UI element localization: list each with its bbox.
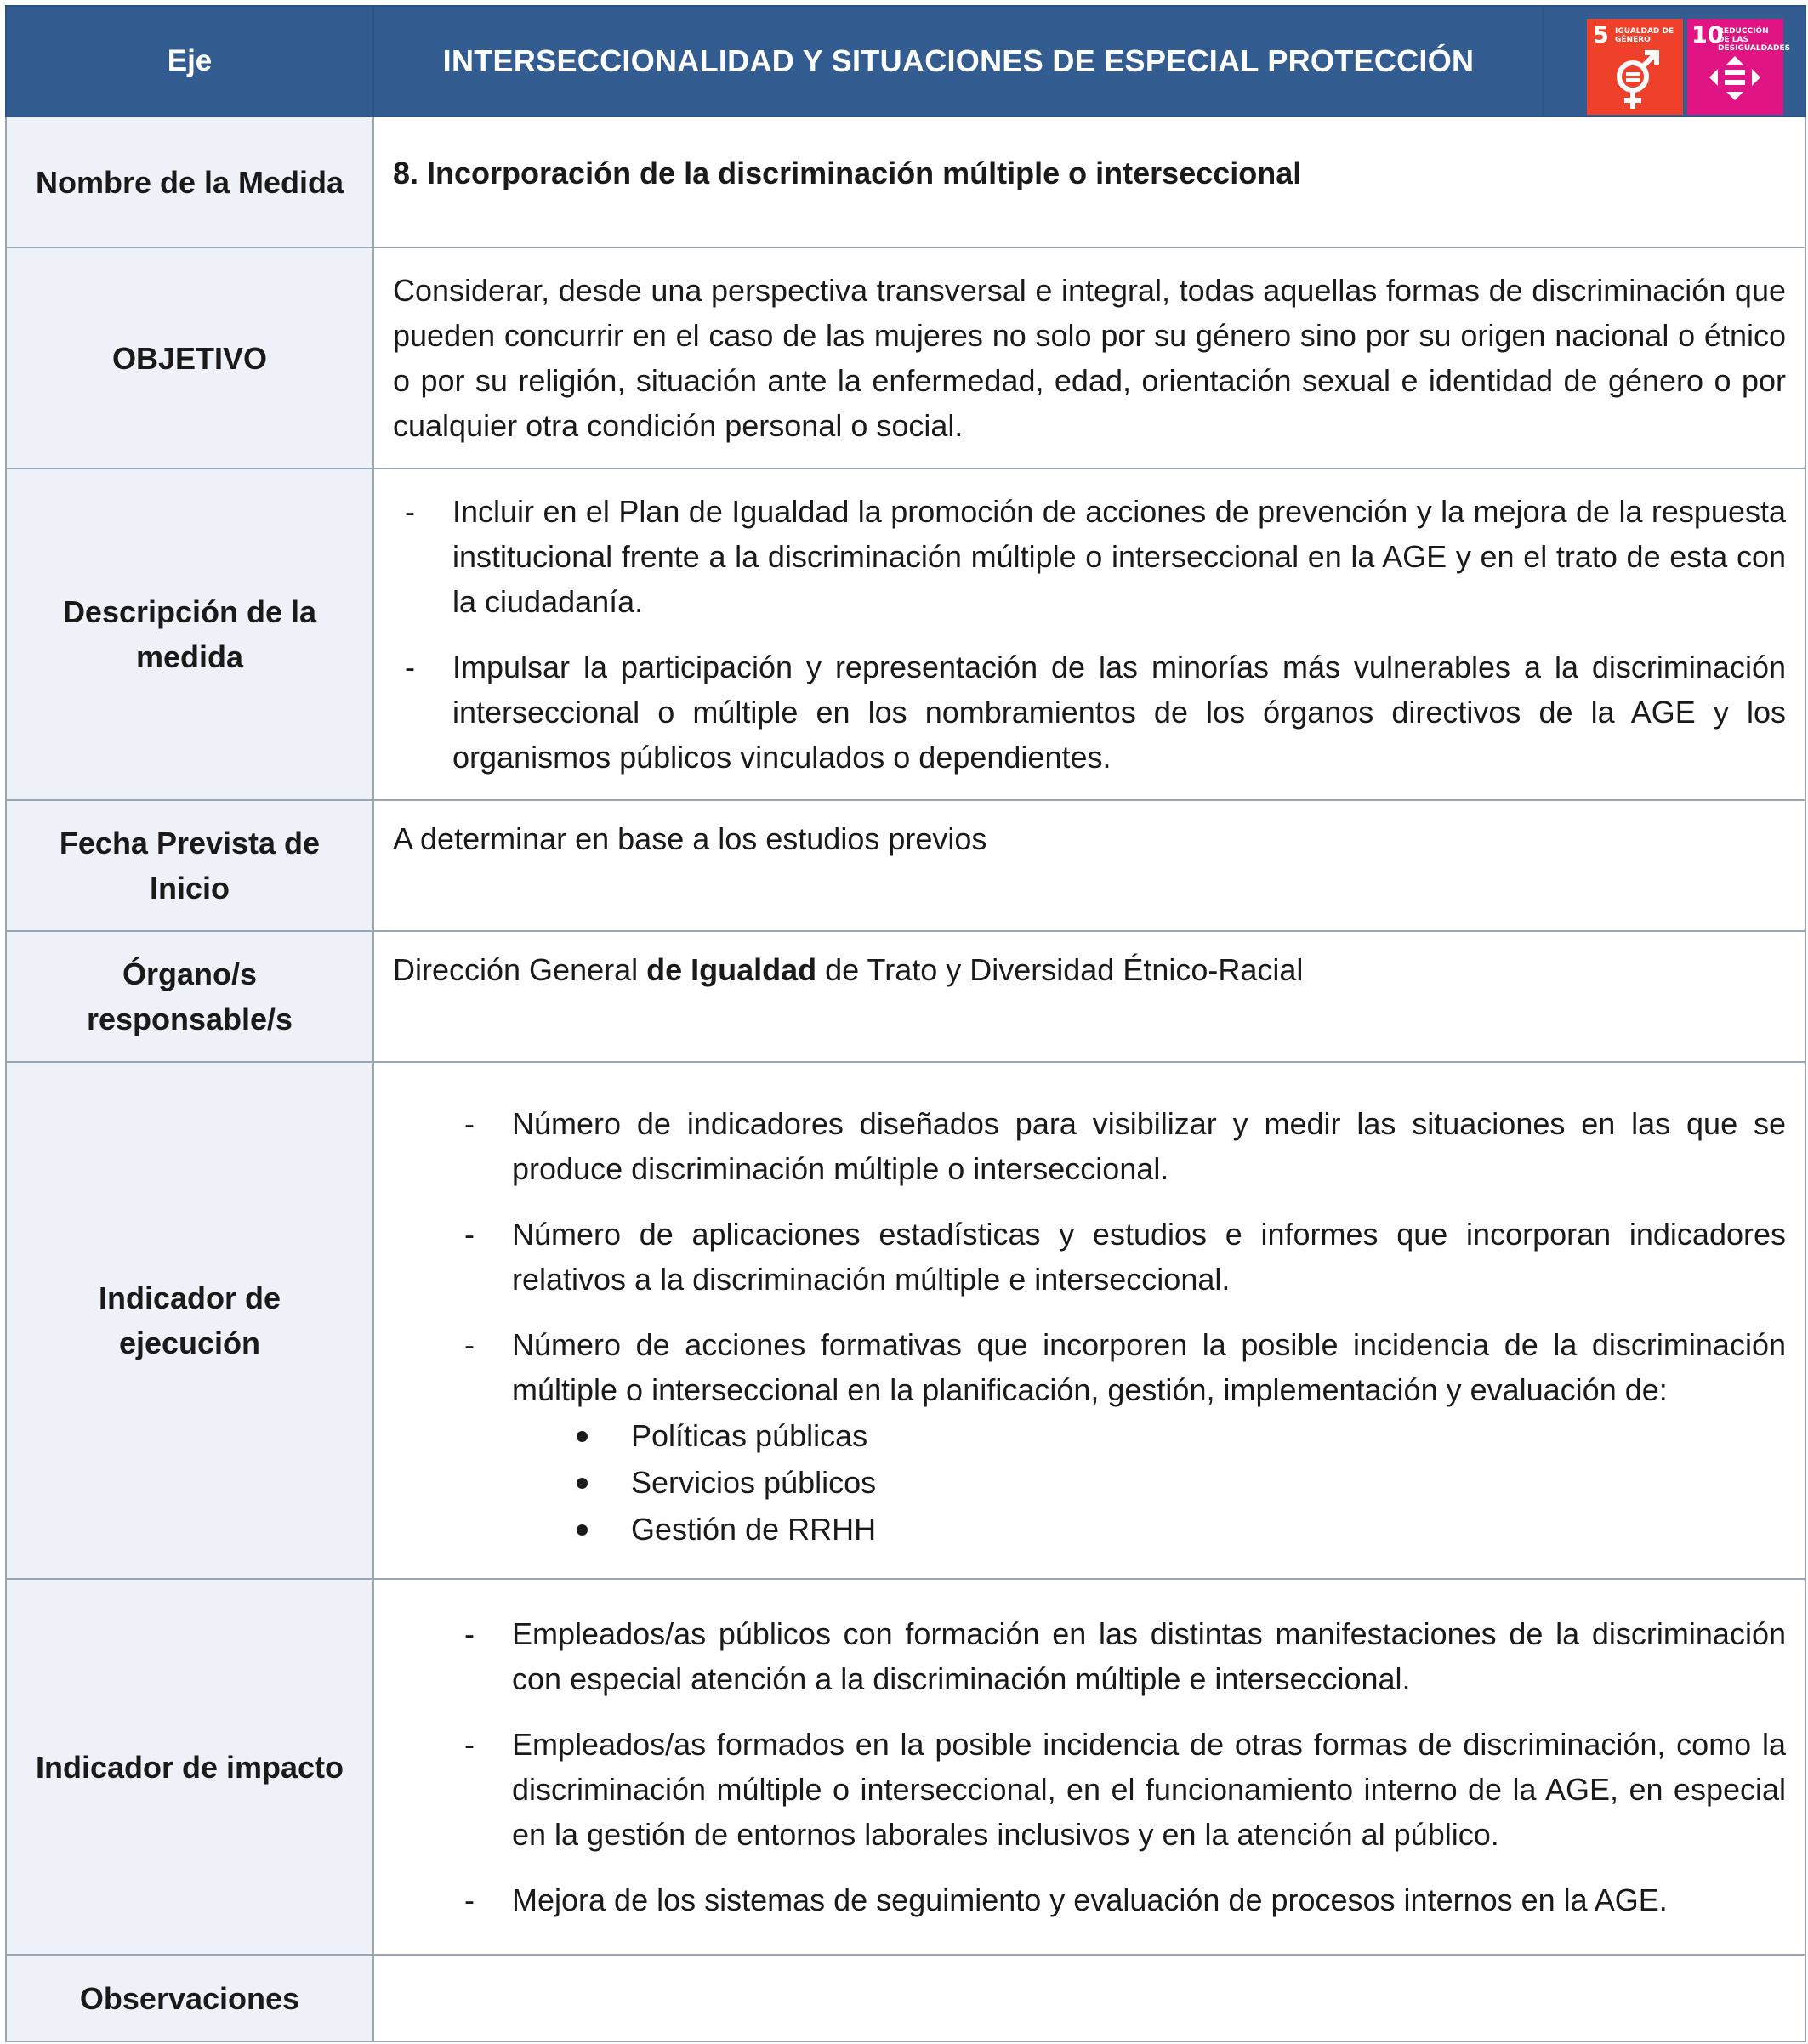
gender-equality-icon bbox=[1587, 19, 1683, 115]
row-observaciones bbox=[6, 1955, 1805, 2041]
sdg10-number: 10 bbox=[1691, 22, 1724, 48]
measure-table bbox=[5, 5, 1806, 2042]
descripcion-list bbox=[374, 489, 1786, 780]
list-item: - Mejora de los sistemas de seguimiento y evaluación de procesos internos en la AGE. bbox=[464, 1882, 1668, 1917]
list-item: Políticas públicas bbox=[631, 1412, 1786, 1459]
label-objetivo: OBJETIVO bbox=[6, 247, 373, 468]
value-descripcion bbox=[373, 468, 1805, 800]
row-impacto bbox=[6, 1579, 1805, 1955]
sdg10-logo bbox=[1687, 19, 1791, 115]
row-nombre bbox=[6, 116, 1805, 247]
list-item: Servicios públicos bbox=[631, 1459, 1786, 1506]
value-nombre: 8. Incorporación de la discriminación múltiple o interseccional bbox=[373, 116, 1805, 247]
header-row bbox=[6, 6, 1805, 116]
list-item: - Número de aplicaciones estadísticas y estudios e informes que incorporan indicadores relativos a la discriminación múltiple e interseccional. bbox=[464, 1216, 1786, 1297]
reduced-inequalities-icon bbox=[1687, 19, 1791, 115]
value-impacto bbox=[373, 1579, 1805, 1955]
axis-title: INTERSECCIONALIDAD Y SITUACIONES DE ESPECIAL PROTECCIÓN bbox=[373, 6, 1544, 116]
label-ejecucion: Indicador de ejecución bbox=[6, 1062, 373, 1579]
list-item: Gestión de RRHH bbox=[631, 1506, 1786, 1553]
sdg5-number: 5 bbox=[1593, 22, 1609, 48]
list-item: - Número de indicadores diseñados para visibilizar y medir las situaciones en las que se produce discriminación múltiple o interseccional. bbox=[464, 1105, 1786, 1186]
label-observaciones: Observaciones bbox=[6, 1955, 373, 2041]
list-item: - Empleados/as formados en la posible incidencia de otras formas de discriminación, como la discriminación múltiple o interseccional, en el funcionamiento interno de la AGE, en especial en la gestión de entornos laborales inclusivos y en la atención al público. bbox=[464, 1727, 1786, 1852]
value-objetivo: Considerar, desde una perspectiva transversal e integral, todas aquellas formas de discriminación que pueden concurrir en el caso de las mujeres no solo por su género sino por su origen nacional o étnico o por su religión, situación ante la enfermedad, edad, orientación sexual e identidad de género o por cualquier otra condición personal o social. bbox=[373, 247, 1805, 468]
ejecucion-list bbox=[374, 1101, 1786, 1553]
row-fecha bbox=[6, 800, 1805, 931]
label-organo: Órgano/s responsable/s bbox=[6, 931, 373, 1062]
row-objetivo bbox=[6, 247, 1805, 468]
row-organo bbox=[6, 931, 1805, 1062]
sdg10-caption: REDUCCIÓN DE LAS DESIGUALDADES bbox=[1718, 27, 1791, 53]
list-item: - Empleados/as públicos con formación en las distintas manifestaciones de la discriminación con especial atención a la discriminación múltiple e interseccional. bbox=[464, 1616, 1786, 1696]
sdg5-logo bbox=[1587, 19, 1683, 115]
sdg-logos bbox=[1544, 6, 1805, 116]
value-organo: Dirección General de Igualdad de Trato y Diversidad Étnico-Racial bbox=[373, 931, 1805, 1062]
label-nombre: Nombre de la Medida bbox=[6, 116, 373, 247]
value-fecha: A determinar en base a los estudios previos bbox=[373, 800, 1805, 931]
sdg5-caption: IGUALDAD DE GÉNERO bbox=[1615, 27, 1674, 44]
list-item: - Número de acciones formativas que incorporen la posible incidencia de la discriminación múltiple o interseccional en la planificación, gestión, implementación y evaluación de: Políticas públicas Servicios públicos Gestión de RRHH bbox=[374, 1322, 1786, 1553]
ejecucion-sublist bbox=[512, 1412, 1786, 1553]
row-ejecucion bbox=[6, 1062, 1805, 1579]
impacto-list bbox=[374, 1611, 1786, 1922]
label-impacto: Indicador de impacto bbox=[6, 1579, 373, 1955]
eje-label: Eje bbox=[6, 6, 373, 116]
value-ejecucion bbox=[373, 1062, 1805, 1579]
list-item: - Incluir en el Plan de Igualdad la promoción de acciones de prevención y la mejora de la respuesta institucional frente a la discriminación múltiple o interseccional en la AGE y en el trato de esta con la ciudadanía. bbox=[405, 494, 1786, 619]
label-fecha: Fecha Prevista de Inicio bbox=[6, 800, 373, 931]
list-item: - Impulsar la participación y representación de las minorías más vulnerables a la discriminación interseccional o múltiple en los nombramientos de los órganos directivos de la AGE y los organismos públicos vinculados o dependientes. bbox=[405, 650, 1786, 775]
row-descripcion bbox=[6, 468, 1805, 800]
value-observaciones bbox=[373, 1955, 1805, 2041]
label-descripcion: Descripción de la medida bbox=[6, 468, 373, 800]
